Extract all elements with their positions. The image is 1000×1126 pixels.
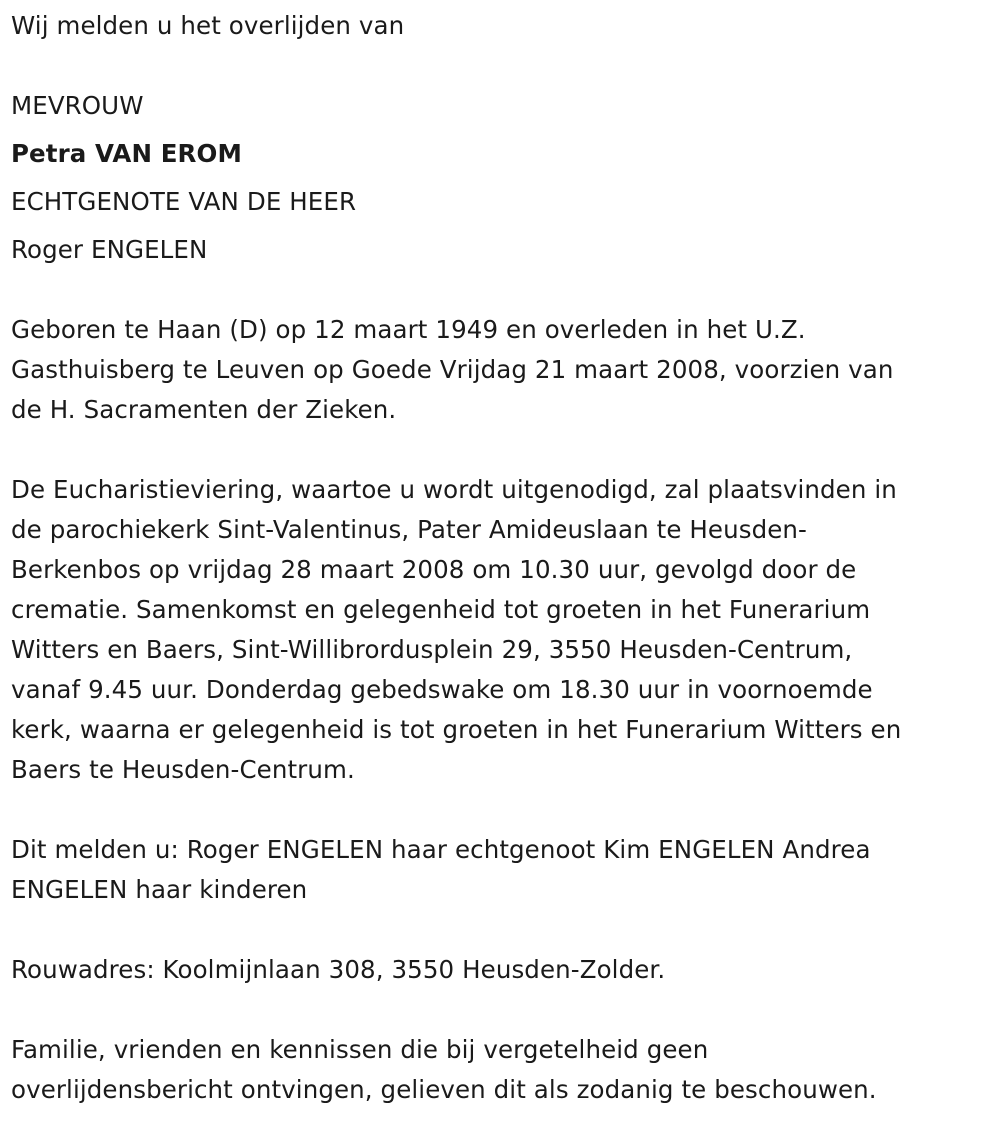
paragraph-line: Geboren te Haan (D) op 12 maart 1949 en overleden in het U.Z.	[11, 315, 806, 344]
spacer	[11, 910, 989, 950]
paragraph-line: Baers te Heusden-Centrum.	[11, 755, 355, 784]
paragraph-line: de parochiekerk Sint-Valentinus, Pater Amideuslaan te Heusden-	[11, 515, 807, 544]
deceased-name	[11, 134, 989, 174]
closing-paragraph	[11, 1030, 989, 1110]
paragraph-line: De Eucharistieviering, waartoe u wordt uitgenodigd, zal plaatsvinden in	[11, 475, 897, 504]
deceased-name-text: Petra VAN EROM	[11, 139, 242, 168]
paragraph-line: Berkenbos op vrijdag 28 maart 2008 om 10.30 uur, gevolgd door de	[11, 555, 857, 584]
birth-death-paragraph	[11, 310, 989, 430]
intro-line: Wij melden u het overlijden van	[11, 11, 405, 40]
paragraph-line: Rouwadres: Koolmijnlaan 308, 3550 Heusden-Zolder.	[11, 955, 666, 984]
paragraph-line: Gasthuisberg te Leuven op Goede Vrijdag 21 maart 2008, voorzien van	[11, 355, 894, 384]
paragraph-line: overlijdensbericht ontvingen, gelieven dit als zodanig te beschouwen.	[11, 1075, 877, 1104]
address-paragraph	[11, 950, 989, 990]
spouse-line: Roger ENGELEN	[11, 235, 208, 264]
ceremony-paragraph	[11, 470, 989, 790]
obituary-text	[11, 6, 989, 1110]
deceased-title: MEVROUW	[11, 91, 144, 120]
spacer	[11, 990, 989, 1030]
spacer	[11, 46, 989, 86]
paragraph-line: Witters en Baers, Sint-Willibrordusplein 29, 3550 Heusden-Centrum,	[11, 635, 853, 664]
spacer	[11, 270, 989, 310]
paragraph-line: crematie. Samenkomst en gelegenheid tot groeten in het Funerarium	[11, 595, 871, 624]
paragraph-line: Familie, vrienden en kennissen die bij vergetelheid geen	[11, 1035, 709, 1064]
paragraph-line: ENGELEN haar kinderen	[11, 875, 308, 904]
paragraph-line: vanaf 9.45 uur. Donderdag gebedswake om 18.30 uur in voornoemde	[11, 675, 873, 704]
paragraph-line: Dit melden u: Roger ENGELEN haar echtgenoot Kim ENGELEN Andrea	[11, 835, 871, 864]
spacer	[11, 430, 989, 470]
relation-line: ECHTGENOTE VAN DE HEER	[11, 187, 357, 216]
paragraph-line: de H. Sacramenten der Zieken.	[11, 395, 397, 424]
paragraph-line: kerk, waarna er gelegenheid is tot groeten in het Funerarium Witters en	[11, 715, 902, 744]
spacer	[11, 790, 989, 830]
announcers-paragraph	[11, 830, 989, 910]
